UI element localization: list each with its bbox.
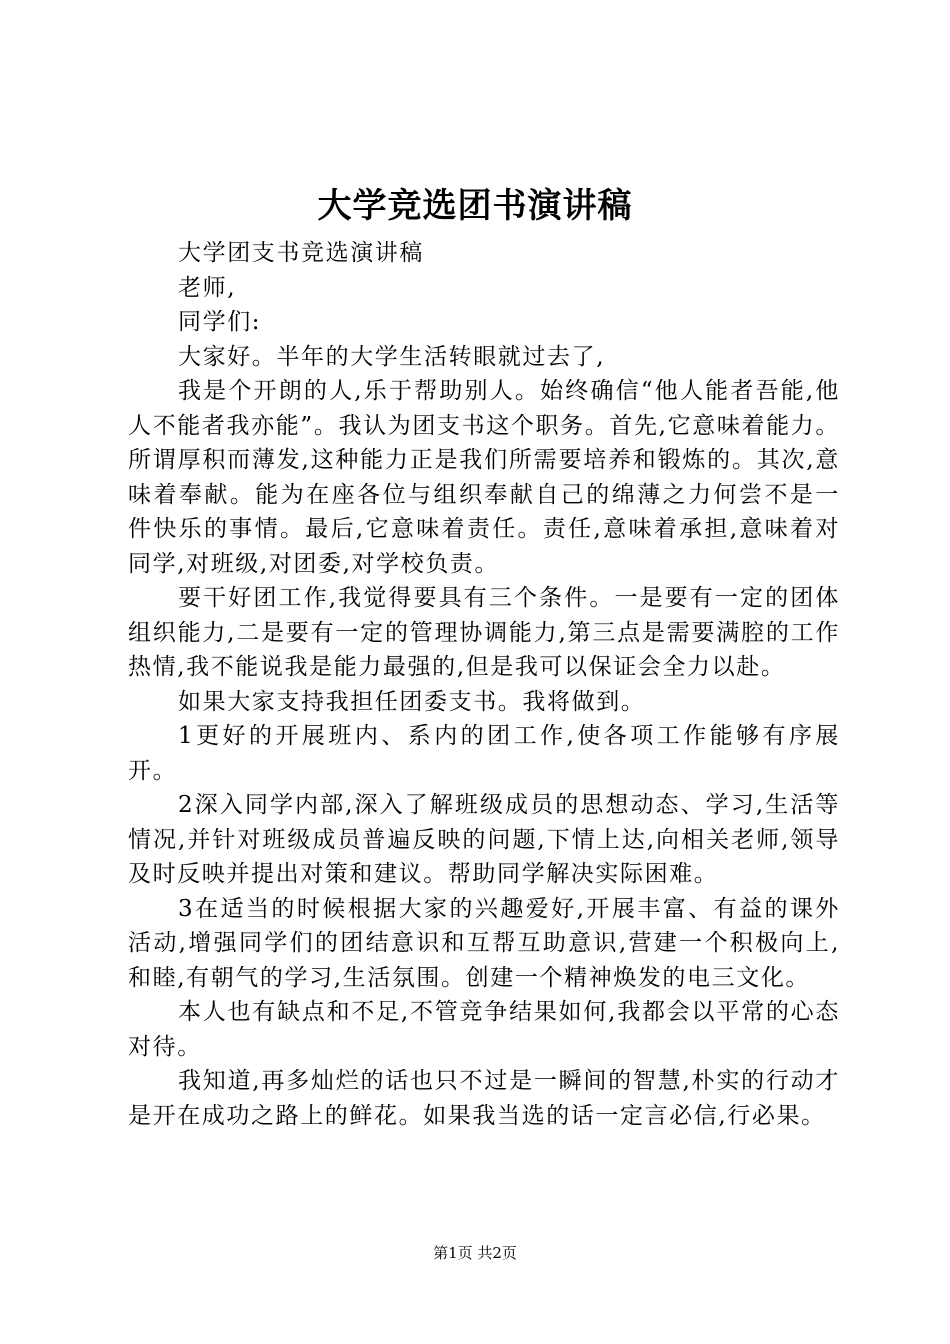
document-body [128,236,840,1133]
paragraph-point-2: 2深入同学内部,深入了解班级成员的思想动态、学习,生活等情况,并针对班级成员普遍反映的问题,下情上达,向相关老师,领导及时反映并提出对策和建议。帮助同学解决实际困难。 [128,792,841,887]
paragraph-promise: 如果大家支持我担任团委支书。我将做到。 [178,688,646,715]
paragraph-salutation-students: 同学们: [178,309,262,335]
paragraph-closing: 我知道,再多灿烂的话也只不过是一瞬间的智慧,朴实的行动才是开在成功之路上的鲜花。如果我当选的话一定言必信,行必果。 [128,1068,840,1129]
paragraph-point-1: 1更好的开展班内、系内的团工作,使各项工作能够有序展开。 [128,723,840,784]
page-footer: 第1页 共2页 [433,1244,517,1262]
paragraph-self-intro: 我是个开朗的人,乐于帮助别人。始终确信“他人能者吾能,他人不能者我亦能”。我认为团支书这个职务。首先,它意味着能力。所谓厚积而薄发,这种能力正是我们所需要培养和锻炼的。其次,意味着奉献。能为在座各位与组织奉献自己的绵薄之力何尝不是一件快乐的事情。最后,它意味着责任。责任,意味着承担,意味着对同学,对班级,对团委,对学校负责。 [128,378,840,577]
paragraph-subtitle: 大学团支书竞选演讲稿 [178,240,424,266]
paragraph-point-3: 3在适当的时候根据大家的兴趣爱好,开展丰富、有益的课外活动,增强同学们的团结意识和互帮互助意识,营建一个积极向上,和睦,有朝气的学习,生活氛围。创建一个精神焕发的电三文化。 [128,895,840,991]
paragraph-shortcomings: 本人也有缺点和不足,不管竞争结果如何,我都会以平常的心态对待。 [128,999,840,1060]
paragraph-conditions: 要干好团工作,我觉得要具有三个条件。一是要有一定的团体组织能力,二是要有一定的管理协调能力,第三点是需要满腔的工作热情,我不能说我是能力最强的,但是我可以保证会全力以赴。 [128,585,840,680]
paragraph-greeting: 大家好。半年的大学生活转眼就过去了, [178,343,606,370]
paragraph-salutation-teacher: 老师, [178,274,237,301]
document-title: 大学竞选团书演讲稿 [317,186,633,226]
